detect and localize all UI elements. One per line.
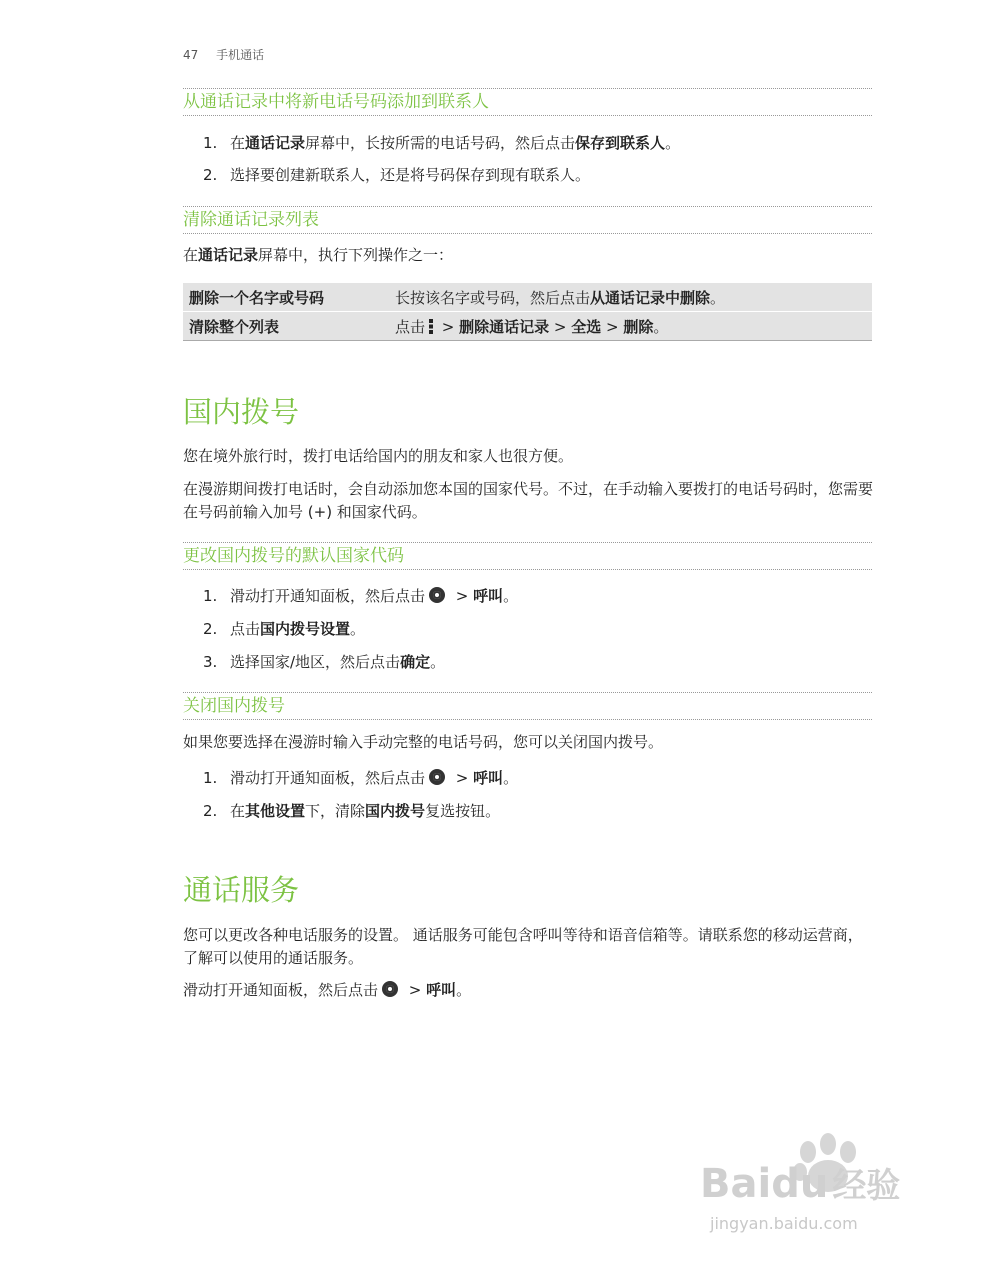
table-row — [183, 283, 872, 312]
step-1: 1. 滑动打开通知面板，然后点击 > 呼叫。 — [203, 769, 519, 787]
clear-options-table — [183, 283, 872, 341]
gear-icon — [429, 587, 445, 603]
gear-icon — [382, 981, 398, 997]
section-title-domestic-dialing: 国内拨号 — [183, 395, 300, 429]
call-services-paragraph: 您可以更改各种电话服务的设置。 通话服务可能包含呼叫等待和语音信箱等。请联系您的移动运营商，了解可以使用的通话服务。 — [183, 926, 863, 967]
chapter-title: 手机通话 — [216, 48, 265, 62]
baidu-jingyan-watermark — [700, 1130, 940, 1240]
step-2: 2. 在其他设置下，清除国内拨号复选按钮。 — [203, 802, 501, 820]
step-1: 1. 滑动打开通知面板，然后点击 > 呼叫。 — [203, 587, 519, 605]
section-title-change-country-code: 更改国内拨号的默认国家代码 — [183, 542, 872, 570]
step-2: 2. 选择要创建新联系人，还是将号码保存到现有联系人。 — [203, 166, 591, 184]
menu-icon — [429, 319, 433, 334]
step-3: 3. 选择国家/地区，然后点击确定。 — [203, 653, 446, 671]
section-title-call-services: 通话服务 — [183, 873, 300, 907]
domestic-dialing-paragraph-2: 在漫游期间拨打电话时，会自动添加您本国的国家代号。不过，在手动输入要拨打的电话号码时，您需要在号码前输入加号 (+) 和国家代码。 — [183, 480, 874, 521]
section-title-add-contact: 从通话记录中将新电话号码添加到联系人 — [183, 88, 872, 116]
disable-domestic-dialing-intro: 如果您要选择在漫游时输入手动完整的电话号码，您可以关闭国内拨号。 — [183, 733, 664, 751]
step-1: 1. 在通话记录屏幕中，长按所需的电话号码，然后点击保存到联系人。 — [203, 134, 681, 152]
clear-log-intro: 在通话记录屏幕中，执行下列操作之一： — [183, 246, 454, 264]
table-cell: 点击 > 删除通话记录 > 全选 > 删除。 — [389, 312, 872, 341]
gear-icon — [429, 769, 445, 785]
table-row — [183, 312, 872, 341]
call-services-instruction: 滑动打开通知面板，然后点击 > 呼叫。 — [183, 981, 472, 999]
domestic-dialing-paragraph-1: 您在境外旅行时，拨打电话给国内的朋友和家人也很方便。 — [183, 447, 574, 465]
watermark-url: jingyan.baidu.com — [710, 1214, 858, 1233]
section-title-disable-domestic-dialing: 关闭国内拨号 — [183, 692, 872, 720]
section-title-clear-log: 清除通话记录列表 — [183, 206, 872, 234]
table-cell: 长按该名字或号码，然后点击从通话记录中删除。 — [389, 283, 872, 312]
table-cell: 删除一个名字或号码 — [183, 283, 389, 312]
table-cell: 清除整个列表 — [183, 312, 389, 341]
watermark-brand: Baidu 经验 — [700, 1161, 901, 1207]
page-number: 47 — [183, 48, 199, 62]
page-header — [183, 46, 278, 63]
step-2: 2. 点击国内拨号设置。 — [203, 620, 366, 638]
